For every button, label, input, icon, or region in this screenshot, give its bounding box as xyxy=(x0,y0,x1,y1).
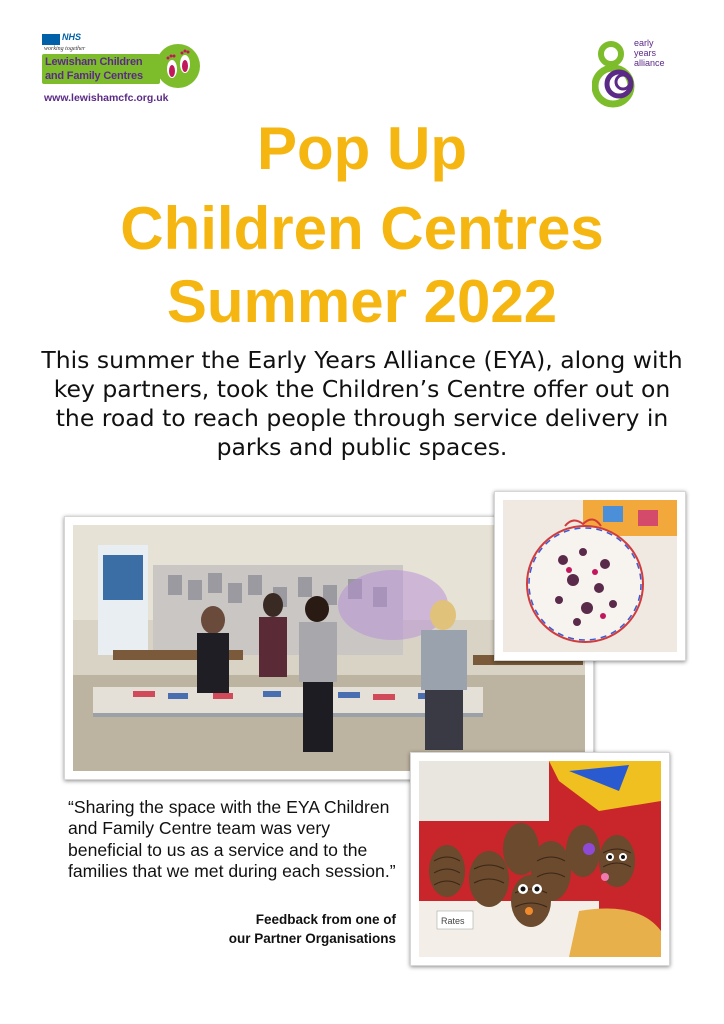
lewisham-url: www.lewishamcfc.org.uk xyxy=(44,92,169,104)
title-line-1: Pop Up xyxy=(257,115,467,182)
lewisham-cfc-logo xyxy=(42,32,202,110)
attribution-line-2: our Partner Organisations xyxy=(228,931,396,946)
title-line-2: Children Centres xyxy=(120,195,604,262)
eya-wordmark xyxy=(634,38,686,68)
eya-word-alliance: alliance xyxy=(634,58,665,68)
early-years-alliance-logo xyxy=(592,36,688,110)
quote-attribution xyxy=(140,910,396,948)
footprints-icon xyxy=(154,42,204,90)
lewisham-logo-line2: and Family Centres xyxy=(45,70,143,82)
attribution-line-1: Feedback from one of xyxy=(255,912,396,927)
working-together-label: working together xyxy=(44,46,86,52)
nhs-badge xyxy=(42,34,60,45)
eya-word-early: early xyxy=(634,38,654,48)
pine-cone-craft-image xyxy=(419,761,661,957)
paper-plate-craft-photo xyxy=(494,491,686,661)
nhs-label: NHS xyxy=(62,32,82,42)
intro-paragraph: This summer the Early Years Alliance (EYA), along with key partners, took the Children’s Centre offer out on the road to reach people through service delivery in parks and public spaces. xyxy=(41,346,683,461)
lewisham-logo-line1: Lewisham Children xyxy=(45,56,143,68)
title-line-3: Summer 2022 xyxy=(166,268,558,335)
pine-cone-craft-photo xyxy=(410,752,670,966)
eya-word-years: years xyxy=(634,48,657,58)
paper-plate-craft-image xyxy=(503,500,677,652)
rates-card-label: Rates xyxy=(441,916,465,926)
partner-quote: “Sharing the space with the EYA Children and Family Centre team was very beneficial to us as a service and to the families that we met during each session.” xyxy=(68,797,396,882)
